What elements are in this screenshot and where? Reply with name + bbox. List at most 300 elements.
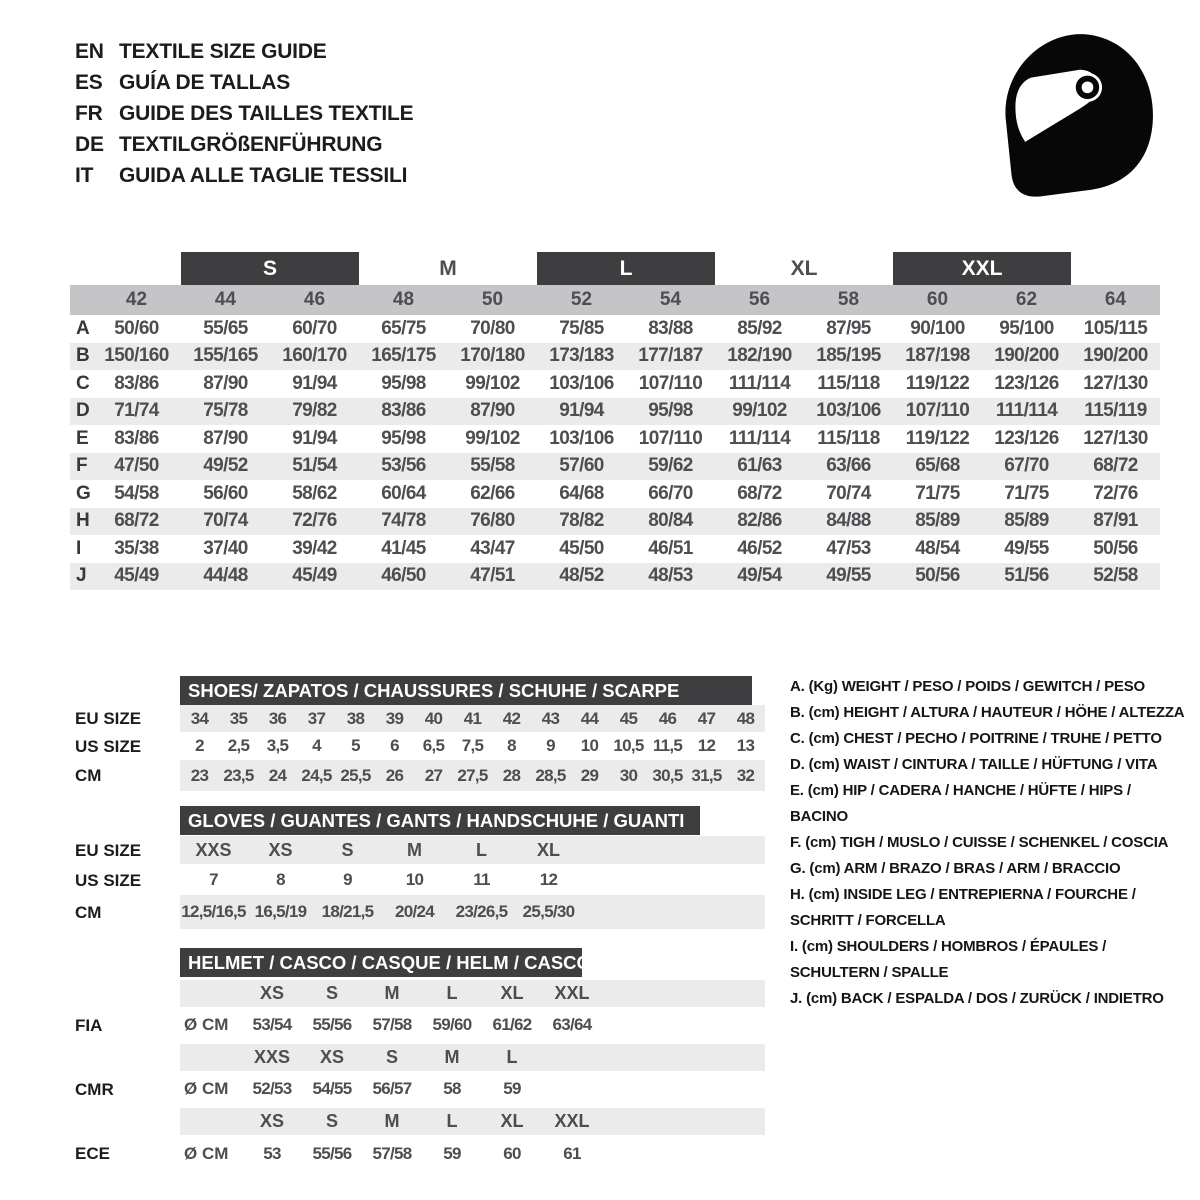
shoe-us-size: 10 xyxy=(580,736,599,755)
shoe-eu-size: 38 xyxy=(346,708,365,728)
measurement-cell: 68/72 xyxy=(1093,455,1138,477)
measurement-cell: 55/65 xyxy=(203,317,248,339)
helmet-fia-label: FIA xyxy=(75,1016,103,1035)
glove-eu-size: S xyxy=(341,839,354,860)
size-column-header: 62 xyxy=(1015,289,1038,310)
measurement-cell: 47/51 xyxy=(470,565,515,587)
measurement-cell: 43/47 xyxy=(470,537,515,559)
measurement-cell: 91/94 xyxy=(292,427,337,449)
glove-eu-size: M xyxy=(407,839,422,860)
gloves-cm-row xyxy=(180,895,765,929)
measurement-cell: 83/88 xyxy=(648,317,693,339)
legend-item: I. (cm) SHOULDERS / HOMBROS / ÉPAULES / SCHULTERN / SPALLE xyxy=(790,938,1107,981)
glove-eu-size: L xyxy=(476,839,487,860)
language-code: FR xyxy=(75,101,103,125)
measurement-cell: 74/78 xyxy=(381,510,426,532)
measurement-cell: 57/60 xyxy=(559,455,604,477)
measurement-cell: 71/74 xyxy=(114,400,159,422)
measurement-cell: 75/78 xyxy=(203,400,248,422)
measurement-cell: 87/95 xyxy=(826,317,871,339)
shoe-cm-size: 28,5 xyxy=(535,765,566,785)
gloves-table-title: GLOVES / GUANTES / GANTS / HANDSCHUHE / GUANTI xyxy=(180,806,700,835)
measurement-cell: 95/98 xyxy=(381,427,426,449)
measurement-cell: 107/110 xyxy=(638,372,703,394)
shoe-eu-size: 36 xyxy=(268,708,287,728)
measurement-cell: 95/100 xyxy=(999,317,1054,339)
measurement-cell: 49/52 xyxy=(203,455,248,477)
shoe-cm-size: 30 xyxy=(619,765,638,785)
helmet-diameter-value: 60 xyxy=(503,1144,521,1163)
legend-item: F. (cm) TIGH / MUSLO / CUISSE / SCHENKEL / COSCIA xyxy=(790,834,1169,851)
helmet-size: M xyxy=(384,983,400,1003)
size-column-header: 54 xyxy=(659,289,682,310)
size-group-xl: XL xyxy=(790,257,818,280)
measurement-cell: 46/50 xyxy=(381,565,426,587)
measurement-cell: 190/200 xyxy=(1083,345,1148,367)
measurement-cell: 95/98 xyxy=(381,372,426,394)
measurement-cell: 111/114 xyxy=(995,400,1058,422)
measurement-cell: 87/90 xyxy=(203,372,248,394)
measurement-cell: 123/126 xyxy=(994,372,1059,394)
measurement-cell: 70/80 xyxy=(470,317,515,339)
measurement-cell: 45/49 xyxy=(114,565,159,587)
helmet-diameter-value: 58 xyxy=(443,1079,461,1098)
shoes-cm-row xyxy=(180,760,765,791)
shoe-cm-size: 24,5 xyxy=(301,765,332,785)
size-group-row xyxy=(70,252,1160,285)
measurement-cell: 99/102 xyxy=(465,372,520,394)
helmet-diameter-value: 54/55 xyxy=(312,1079,352,1098)
measurement-cell: 173/183 xyxy=(549,345,614,367)
gloves-eu-size-label: EU SIZE xyxy=(75,841,142,860)
shoes-eu-row xyxy=(180,705,765,732)
diameter-label: Ø CM xyxy=(184,1015,229,1034)
shoe-eu-size: 40 xyxy=(424,708,443,728)
helmet-diameter-value: 55/56 xyxy=(312,1144,352,1163)
legend-item: D. (cm) WAIST / CINTURA / TAILLE / HÜFTUNG / VITA xyxy=(790,756,1158,773)
measurement-cell: 123/126 xyxy=(994,427,1059,449)
helmet-size: S xyxy=(385,1047,398,1067)
shoe-us-size: 5 xyxy=(351,736,360,755)
shoe-cm-size: 25,5 xyxy=(340,765,371,785)
measurement-cell: 54/58 xyxy=(114,482,159,504)
shoe-us-size: 12 xyxy=(697,736,716,755)
measurement-cell: 58/62 xyxy=(292,482,337,504)
helmet-size: XXS xyxy=(253,1047,291,1067)
shoe-cm-size: 27,5 xyxy=(457,765,488,785)
measurement-cell: 115/118 xyxy=(817,427,880,449)
helmet-size: XXL xyxy=(554,1111,590,1131)
table-row-b xyxy=(70,343,1160,371)
glove-eu-size: XS xyxy=(268,839,293,860)
measurement-cell: 82/86 xyxy=(737,510,782,532)
measurement-cell: 127/130 xyxy=(1083,427,1148,449)
helmet-size: XXL xyxy=(554,983,590,1003)
helmet-diameter-value: 63/64 xyxy=(552,1015,592,1034)
measurement-cell: 37/40 xyxy=(203,537,248,559)
glove-us-size: 9 xyxy=(343,869,352,889)
measurement-cell: 115/119 xyxy=(1084,400,1147,422)
glove-eu-size: XL xyxy=(536,839,560,860)
measurement-cell: 55/58 xyxy=(470,455,515,477)
glove-cm-size: 20/24 xyxy=(394,902,435,921)
helmet-size: S xyxy=(325,1111,338,1131)
shoe-cm-size: 26 xyxy=(385,765,404,785)
language-row-en xyxy=(75,36,413,67)
helmet-size: S xyxy=(325,983,338,1003)
measurement-cell: 49/55 xyxy=(826,565,871,587)
measurement-cell: 48/52 xyxy=(559,565,604,587)
helmet-ece-sizes-row xyxy=(180,1108,765,1135)
shoe-cm-size: 32 xyxy=(736,765,755,785)
measurement-cell: 49/55 xyxy=(1004,537,1049,559)
shoe-cm-size: 27 xyxy=(424,765,443,785)
measurement-cell: 47/53 xyxy=(826,537,871,559)
diameter-label: Ø CM xyxy=(184,1144,229,1163)
size-column-header: 46 xyxy=(303,289,326,310)
language-title: TEXTILGRÖßENFÜHRUNG xyxy=(119,132,383,156)
measurement-cell: 50/56 xyxy=(1093,537,1138,559)
legend-item: C. (cm) CHEST / PECHO / POITRINE / TRUHE / PETTO xyxy=(790,730,1162,747)
language-row-it xyxy=(75,160,413,191)
shoe-eu-size: 48 xyxy=(736,708,755,728)
size-group-l: L xyxy=(537,252,715,285)
language-code: EN xyxy=(75,39,104,63)
measurement-cell: 56/60 xyxy=(203,482,248,504)
helmet-cmr-sizes-row xyxy=(180,1044,765,1071)
row-letter: F xyxy=(76,455,88,477)
glove-cm-size: 18/21,5 xyxy=(321,902,374,921)
size-column-header: 44 xyxy=(214,289,237,310)
measurement-cell: 187/198 xyxy=(905,345,970,367)
shoe-cm-size: 29 xyxy=(580,765,599,785)
shoe-eu-size: 43 xyxy=(541,708,560,728)
table-row-c xyxy=(70,370,1160,398)
table-row-j xyxy=(70,563,1160,591)
shoe-eu-size: 44 xyxy=(580,708,599,728)
measurement-cell: 87/91 xyxy=(1093,510,1138,532)
measurement-cell: 67/70 xyxy=(1004,455,1049,477)
measurement-cell: 83/86 xyxy=(114,372,159,394)
shoe-us-size: 13 xyxy=(736,736,755,755)
helmet-size: M xyxy=(444,1047,460,1067)
shoe-cm-size: 31,5 xyxy=(691,765,722,785)
measurement-cell: 85/89 xyxy=(915,510,960,532)
measurement-cell: 103/106 xyxy=(549,427,614,449)
size-column-header: 50 xyxy=(481,289,504,310)
measurement-cell: 185/195 xyxy=(816,345,881,367)
helmet-fia-values-row xyxy=(180,1010,765,1040)
helmet-size: XL xyxy=(500,983,524,1003)
measurement-cell: 65/75 xyxy=(381,317,426,339)
diameter-label: Ø CM xyxy=(184,1079,229,1098)
shoe-us-size: 4 xyxy=(312,736,321,755)
size-group-s: S xyxy=(181,252,359,285)
glove-us-size: 7 xyxy=(209,869,218,889)
shoe-eu-size: 41 xyxy=(463,708,482,728)
table-row-g xyxy=(70,480,1160,508)
measurement-cell: 155/165 xyxy=(193,345,258,367)
shoes-us-size-label: US SIZE xyxy=(75,737,142,756)
measurement-cell: 60/70 xyxy=(292,317,337,339)
glove-cm-size: 16,5/19 xyxy=(254,902,307,921)
helmet-diameter-value: 55/56 xyxy=(312,1015,352,1034)
measurement-cell: 68/72 xyxy=(737,482,782,504)
measurement-cell: 115/118 xyxy=(817,372,880,394)
measurement-cell: 170/180 xyxy=(460,345,525,367)
helmet-diameter-value: 61 xyxy=(563,1144,581,1163)
measurement-cell: 107/110 xyxy=(905,400,970,422)
helmet-diameter-value: 53/54 xyxy=(252,1015,292,1034)
measurement-cell: 41/45 xyxy=(381,537,426,559)
measurement-cell: 103/106 xyxy=(549,372,614,394)
measurement-cell: 50/56 xyxy=(915,565,960,587)
measurement-cell: 46/51 xyxy=(648,537,693,559)
helmet-size: XL xyxy=(500,1111,524,1131)
language-title: GUÍA DE TALLAS xyxy=(119,70,291,94)
measurement-cell: 39/42 xyxy=(292,537,337,559)
language-title: GUIDA ALLE TAGLIE TESSILI xyxy=(119,163,408,187)
helmet-size: M xyxy=(384,1111,400,1131)
language-code: IT xyxy=(75,163,94,187)
measurement-cell: 51/54 xyxy=(292,455,337,477)
measurement-cell: 47/50 xyxy=(114,455,159,477)
language-row-fr xyxy=(75,98,413,129)
helmet-diameter-value: 52/53 xyxy=(252,1079,292,1098)
helmet-size: L xyxy=(506,1047,518,1067)
language-title: GUIDE DES TAILLES TEXTILE xyxy=(119,101,414,125)
measurement-cell: 119/122 xyxy=(905,427,970,449)
row-letter: G xyxy=(76,482,91,504)
glove-us-size: 10 xyxy=(405,869,424,889)
measurement-cell: 61/63 xyxy=(737,455,782,477)
measurement-cell: 59/62 xyxy=(648,455,693,477)
language-row-es xyxy=(75,67,413,98)
shoe-us-size: 6,5 xyxy=(422,736,445,755)
shoe-cm-size: 28 xyxy=(502,765,521,785)
measurement-cell: 71/75 xyxy=(1004,482,1049,504)
measurement-cell: 60/64 xyxy=(381,482,426,504)
measurement-cell: 99/102 xyxy=(465,427,520,449)
measurement-cell: 84/88 xyxy=(826,510,871,532)
textile-size-table xyxy=(70,252,1160,590)
helmet-size: XS xyxy=(259,983,284,1003)
measurement-legend xyxy=(790,674,1190,1012)
measurement-cell: 72/76 xyxy=(292,510,337,532)
glove-us-size: 8 xyxy=(276,869,285,889)
helmet-size: XS xyxy=(319,1047,344,1067)
helmet-icon xyxy=(968,25,1168,210)
table-row-e xyxy=(70,425,1160,453)
measurement-cell: 160/170 xyxy=(282,345,347,367)
measurement-cell: 72/76 xyxy=(1093,482,1138,504)
measurement-cell: 111/114 xyxy=(728,372,791,394)
helmet-diameter-value: 61/62 xyxy=(492,1015,532,1034)
table-row-i xyxy=(70,535,1160,563)
shoe-us-size: 11,5 xyxy=(652,736,683,755)
gloves-eu-row xyxy=(180,836,765,864)
measurement-cell: 51/56 xyxy=(1004,565,1049,587)
shoe-us-size: 7,5 xyxy=(461,736,484,755)
gloves-us-size-label: US SIZE xyxy=(75,871,142,890)
measurement-cell: 85/92 xyxy=(737,317,782,339)
measurement-cell: 66/70 xyxy=(648,482,693,504)
shoe-eu-size: 39 xyxy=(385,708,404,728)
helmet-diameter-value: 57/58 xyxy=(372,1015,412,1034)
shoes-cm-label: CM xyxy=(75,766,102,785)
gloves-cm-label: CM xyxy=(75,903,102,922)
row-letter: E xyxy=(76,427,89,449)
measurement-cell: 83/86 xyxy=(114,427,159,449)
table-row-h xyxy=(70,508,1160,536)
table-row-d xyxy=(70,398,1160,426)
measurement-cell: 127/130 xyxy=(1083,372,1148,394)
measurement-cell: 53/56 xyxy=(381,455,426,477)
shoe-cm-size: 30,5 xyxy=(652,765,683,785)
measurement-cell: 46/52 xyxy=(737,537,782,559)
size-column-header: 48 xyxy=(392,289,415,310)
shoe-eu-size: 35 xyxy=(229,708,248,728)
helmet-size: L xyxy=(446,1111,458,1131)
shoe-us-size: 2 xyxy=(195,736,204,755)
helmet-diameter-value: 53 xyxy=(263,1144,281,1163)
glove-us-size: 12 xyxy=(539,869,558,889)
size-group-m: M xyxy=(439,257,457,280)
measurement-cell: 64/68 xyxy=(559,482,604,504)
legend-item: A. (Kg) WEIGHT / PESO / POIDS / GEWITCH / PESO xyxy=(790,678,1145,695)
helmet-diameter-value: 59 xyxy=(443,1144,461,1163)
measurement-cell: 52/58 xyxy=(1093,565,1138,587)
measurement-cell: 79/82 xyxy=(292,400,337,422)
row-letter: I xyxy=(76,537,82,559)
measurement-cell: 87/90 xyxy=(203,427,248,449)
helmet-diameter-value: 59 xyxy=(503,1079,521,1098)
measurement-cell: 80/84 xyxy=(648,510,693,532)
shoe-us-size: 10,5 xyxy=(613,736,644,755)
glove-us-size: 11 xyxy=(473,869,490,889)
shoes-eu-size-label: EU SIZE xyxy=(75,709,142,728)
row-letter: C xyxy=(76,372,90,394)
row-letter: H xyxy=(76,510,90,532)
row-letter: J xyxy=(76,565,87,587)
measurement-cell: 44/48 xyxy=(203,565,248,587)
measurement-cell: 49/54 xyxy=(737,565,782,587)
size-column-header: 58 xyxy=(837,289,860,310)
shoe-eu-size: 37 xyxy=(307,708,326,728)
size-column-header: 60 xyxy=(926,289,949,310)
shoe-us-size: 3,5 xyxy=(266,736,289,755)
shoe-us-size: 9 xyxy=(546,736,555,755)
measurement-cell: 63/66 xyxy=(826,455,871,477)
measurement-cell: 90/100 xyxy=(910,317,965,339)
helmet-cmr-values-row xyxy=(180,1074,765,1104)
row-letter: D xyxy=(76,400,90,422)
shoe-eu-size: 42 xyxy=(502,708,521,728)
measurement-cell: 83/86 xyxy=(381,400,426,422)
helmet-cmr-label: CMR xyxy=(75,1080,114,1099)
row-letter: B xyxy=(76,345,90,367)
size-column-header: 42 xyxy=(125,289,148,310)
helmet-size: L xyxy=(446,983,458,1003)
measurement-cell: 95/98 xyxy=(648,400,693,422)
legend-item: H. (cm) INSIDE LEG / ENTREPIERNA / FOURCHE / SCHRITT / FORCELLA xyxy=(790,886,1136,929)
row-letter: A xyxy=(76,317,90,339)
helmet-diameter-value: 57/58 xyxy=(372,1144,412,1163)
size-column-header: 56 xyxy=(748,289,771,310)
glove-cm-size: 25,5/30 xyxy=(522,902,575,921)
measurement-cell: 75/85 xyxy=(559,317,604,339)
measurement-cell: 68/72 xyxy=(114,510,159,532)
shoe-cm-size: 24 xyxy=(268,765,287,785)
size-column-header: 64 xyxy=(1104,289,1127,310)
measurement-cell: 150/160 xyxy=(104,345,169,367)
helmet-table-title: HELMET / CASCO / CASQUE / HELM / CASCO xyxy=(180,948,582,977)
measurement-cell: 85/89 xyxy=(1004,510,1049,532)
helmet-ece-label: ECE xyxy=(75,1144,110,1163)
helmet-ece-values-row xyxy=(180,1138,765,1170)
measurement-cell: 76/80 xyxy=(470,510,515,532)
measurement-cell: 70/74 xyxy=(826,482,871,504)
shoe-eu-size: 45 xyxy=(619,708,638,728)
glove-cm-size: 12,5/16,5 xyxy=(181,902,246,921)
language-title-list xyxy=(75,36,413,191)
glove-cm-size: 23/26,5 xyxy=(455,902,508,921)
table-row-a xyxy=(70,315,1160,343)
measurement-cell: 48/54 xyxy=(915,537,960,559)
measurement-cell: 48/53 xyxy=(648,565,693,587)
measurement-cell: 91/94 xyxy=(292,372,337,394)
size-column-header: 52 xyxy=(570,289,593,310)
measurement-cell: 62/66 xyxy=(470,482,515,504)
measurement-cell: 45/50 xyxy=(559,537,604,559)
legend-item: E. (cm) HIP / CADERA / HANCHE / HÜFTE / HIPS / BACINO xyxy=(790,782,1131,825)
measurement-cell: 87/90 xyxy=(470,400,515,422)
measurement-cell: 71/75 xyxy=(915,482,960,504)
language-code: ES xyxy=(75,70,103,94)
helmet-size: XS xyxy=(259,1111,284,1131)
size-group-xxl: XXL xyxy=(893,252,1071,285)
language-row-de xyxy=(75,129,413,160)
measurement-cell: 177/187 xyxy=(638,345,703,367)
measurement-cell: 165/175 xyxy=(371,345,436,367)
helmet-diameter-value: 56/57 xyxy=(372,1079,412,1098)
measurement-cell: 78/82 xyxy=(559,510,604,532)
legend-item: J. (cm) BACK / ESPALDA / DOS / ZURÜCK / INDIETRO xyxy=(790,990,1164,1007)
helmet-fia-sizes-row xyxy=(180,980,765,1007)
shoe-us-size: 8 xyxy=(507,736,516,755)
measurement-cell: 107/110 xyxy=(638,427,703,449)
measurement-cell: 70/74 xyxy=(203,510,248,532)
measurement-cell: 190/200 xyxy=(994,345,1059,367)
language-title: TEXTILE SIZE GUIDE xyxy=(119,39,327,63)
glove-eu-size: XXS xyxy=(195,839,232,860)
shoe-us-size: 6 xyxy=(390,736,399,755)
language-code: DE xyxy=(75,132,104,156)
measurement-cell: 103/106 xyxy=(816,400,881,422)
measurement-cell: 111/114 xyxy=(728,427,791,449)
measurement-cell: 182/190 xyxy=(727,345,792,367)
gloves-us-row xyxy=(180,864,765,895)
shoe-eu-size: 34 xyxy=(190,708,209,728)
shoe-cm-size: 23,5 xyxy=(223,765,254,785)
measurement-cell: 91/94 xyxy=(559,400,604,422)
measurement-cell: 99/102 xyxy=(732,400,787,422)
legend-item: G. (cm) ARM / BRAZO / BRAS / ARM / BRACCIO xyxy=(790,860,1121,877)
measurement-cell: 50/60 xyxy=(114,317,159,339)
helmet-diameter-value: 59/60 xyxy=(432,1015,472,1034)
shoe-eu-size: 47 xyxy=(697,708,716,728)
measurement-cell: 35/38 xyxy=(114,537,159,559)
